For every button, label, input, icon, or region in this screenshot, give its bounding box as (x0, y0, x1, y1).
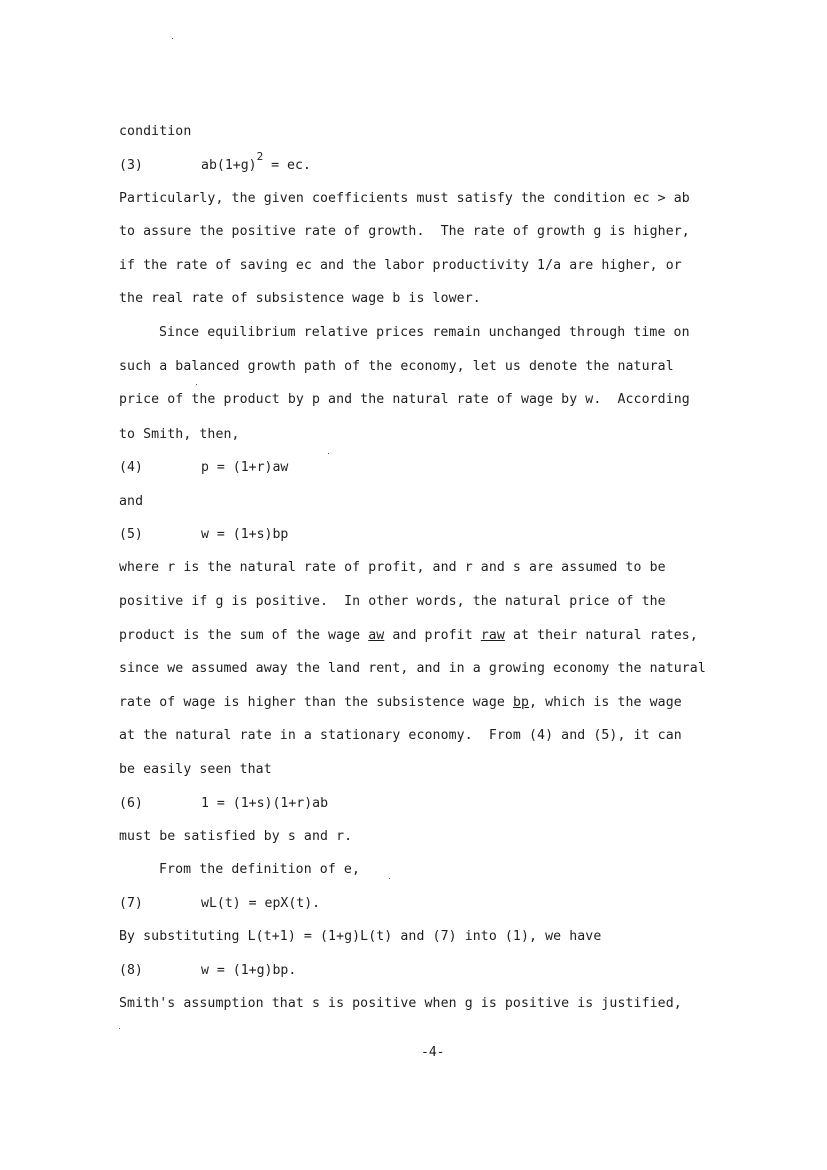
equation-number: (3) (119, 158, 143, 173)
text-line: Since equilibrium relative prices remain unchanged through time on (159, 325, 690, 340)
text-line: since we assumed away the land rent, and in a growing economy the natural (119, 661, 706, 676)
scan-speck (389, 878, 390, 879)
scan-speck (196, 384, 197, 385)
scan-speck (172, 38, 173, 39)
equation-number: (5) (119, 527, 143, 542)
text-span: at their natural rates, (504, 628, 698, 643)
text-line: must be satisfied by s and r. (119, 829, 353, 844)
scan-speck (119, 1028, 120, 1029)
equation-number: (7) (119, 896, 143, 911)
equation-4: p = (1+r)aw (201, 460, 289, 475)
text-line: be easily seen that (119, 762, 272, 777)
text-line: Particularly, the given coefficients must satisfy the condition ec > ab (119, 191, 690, 206)
equation-6: 1 = (1+s)(1+r)ab (201, 796, 329, 811)
text-line: Smith's assumption that s is positive when g is positive is justified, (119, 996, 682, 1011)
text-line: to assure the positive rate of growth. The rate of growth g is higher, (119, 224, 690, 239)
text-line: From the definition of e, (159, 862, 360, 877)
text-line: such a balanced growth path of the economy, let us denote the natural (119, 359, 674, 374)
equation-rest: = ec. (263, 158, 311, 173)
equation-number: (6) (119, 796, 143, 811)
text-line: positive if g is positive. In other words, the natural price of the (119, 594, 666, 609)
text-line (119, 695, 682, 711)
text-line: condition (119, 124, 192, 139)
text-line: By substituting L(t+1) = (1+g)L(t) and (7) into (1), we have (119, 929, 602, 944)
text-line: if the rate of saving ec and the labor productivity 1/a are higher, or (119, 258, 682, 273)
equation-3 (201, 150, 311, 173)
underlined-term: aw (368, 628, 385, 643)
scan-speck (328, 453, 329, 454)
equation-5: w = (1+s)bp (201, 527, 289, 542)
equation-7: wL(t) = epX(t). (201, 896, 321, 911)
text-span: rate of wage is higher than the subsistence wage (119, 695, 513, 710)
equation-exponent: 2 (256, 150, 264, 163)
text-line: price of the product by p and the natural rate of wage by w. According (119, 392, 690, 407)
underlined-term: raw (480, 628, 505, 643)
text-line: and (119, 494, 144, 509)
text-span: and profit (384, 628, 481, 643)
text-line (119, 628, 698, 644)
text-span: product is the sum of the wage (119, 628, 369, 643)
equation-body: ab(1+g) (201, 158, 257, 173)
page-number: -4- (421, 1045, 445, 1060)
text-line: where r is the natural rate of profit, and r and s are assumed to be (119, 560, 666, 575)
underlined-term: bp (512, 695, 530, 710)
equation-8: w = (1+g)bp. (201, 963, 297, 978)
text-line: at the natural rate in a stationary economy. From (4) and (5), it can (119, 728, 682, 743)
equation-number: (4) (119, 460, 143, 475)
text-span: , which is the wage (529, 695, 682, 710)
text-line: the real rate of subsistence wage b is lower. (119, 291, 481, 306)
text-line: to Smith, then, (119, 427, 240, 442)
equation-number: (8) (119, 963, 143, 978)
